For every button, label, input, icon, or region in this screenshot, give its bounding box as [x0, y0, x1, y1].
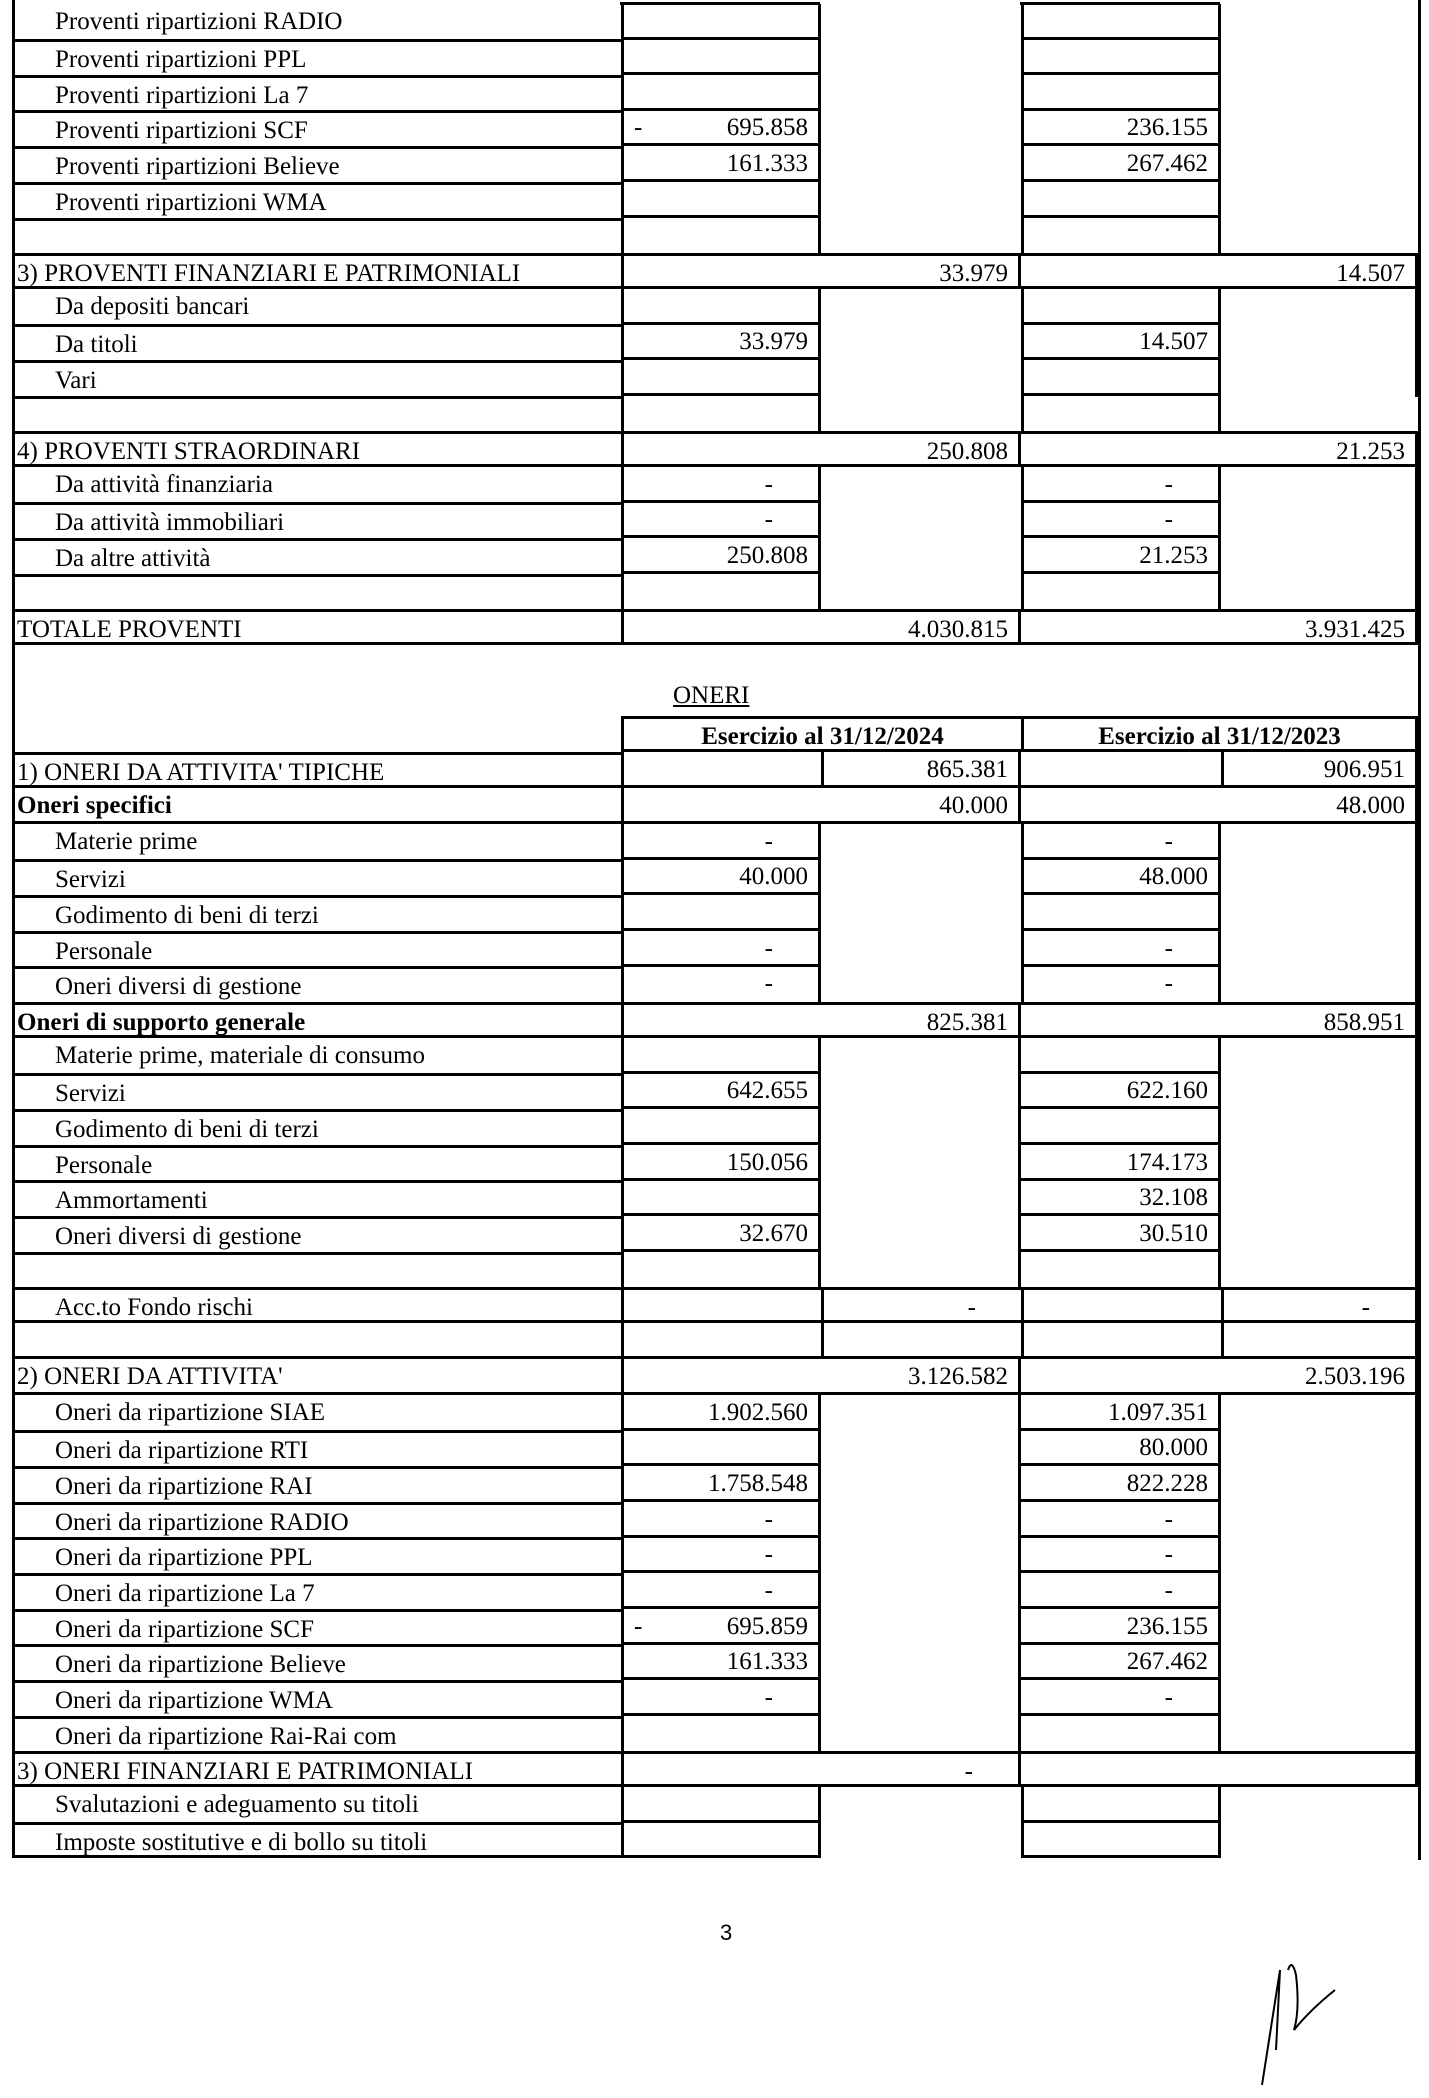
value-2023-detail: - — [1021, 467, 1221, 503]
value-2024-detail: - — [621, 931, 821, 967]
table-row — [0, 895, 1429, 931]
blank-cell — [621, 218, 821, 254]
value-2023-detail: 14.507 — [1021, 324, 1221, 360]
value-2024-detail — [621, 360, 821, 396]
total-2023: 2.503.196 — [1021, 1359, 1418, 1395]
blank-cell — [1221, 1323, 1418, 1359]
value-2024-detail — [621, 895, 821, 931]
value-2024-detail: - 695.859 — [621, 1609, 821, 1645]
row-label: Da attività immobiliari — [12, 502, 621, 538]
table-row — [0, 4, 1429, 40]
total-2024: 3.126.582 — [621, 1359, 1021, 1395]
total-label: TOTALE PROVENTI — [12, 609, 621, 645]
value-2024-detail: - — [621, 467, 821, 503]
value-2024-detail: - — [621, 1573, 821, 1609]
section-label: 3) ONERI FINANZIARI E PATRIMONIALI — [12, 1751, 621, 1787]
value-2023-detail — [1021, 895, 1221, 931]
negative-sign: - — [634, 114, 643, 141]
table-row — [0, 1145, 1429, 1181]
row-label: Oneri da ripartizione SCF — [12, 1609, 621, 1645]
table-row — [0, 1680, 1429, 1716]
row-label: Materie prime, materiale di consumo — [12, 1038, 621, 1074]
row-label: Da depositi bancari — [12, 289, 621, 325]
spacer-row — [0, 1252, 1429, 1288]
row-label: Personale — [12, 931, 621, 967]
value-2024-detail: 33.979 — [621, 324, 821, 360]
value-2023-detail: 30.510 — [1021, 1216, 1221, 1252]
blank-label — [12, 218, 621, 254]
value-2023-detail — [1021, 1716, 1221, 1752]
row-label: Imposte sostitutive e di bollo su titoli — [12, 1822, 621, 1858]
row-label: Oneri da ripartizione SIAE — [12, 1395, 621, 1431]
section-row — [0, 431, 1429, 467]
row-label: Proventi ripartizioni WMA — [12, 182, 621, 218]
blank-cell — [621, 574, 821, 610]
blank-cell — [1021, 1252, 1221, 1288]
section-label: 1) ONERI DA ATTIVITA' TIPICHE — [12, 752, 621, 788]
row-label: Oneri diversi di gestione — [12, 1216, 621, 1252]
table-row — [0, 1716, 1429, 1752]
table-row — [0, 467, 1429, 503]
row-label: Oneri da ripartizione WMA — [12, 1680, 621, 1716]
total-2024: 865.381 — [821, 752, 1021, 788]
subsection-row — [0, 1002, 1429, 1038]
blank-cell — [621, 1323, 821, 1359]
total-2024: 40.000 — [621, 788, 1021, 824]
value-2024-detail: 161.333 — [621, 1644, 821, 1680]
total-2024: 4.030.815 — [621, 609, 1021, 645]
row-label: Da altre attività — [12, 538, 621, 574]
row-label: Godimento di beni di terzi — [12, 895, 621, 931]
value-2023-detail: - — [1021, 1573, 1221, 1609]
total-2023: 21.253 — [1021, 431, 1418, 467]
row-label: Oneri da ripartizione Believe — [12, 1644, 621, 1680]
table-row — [0, 75, 1429, 111]
value-2023-detail: 236.155 — [1021, 110, 1221, 146]
total-2023: 906.951 — [1221, 752, 1418, 788]
value-2024-detail — [621, 289, 821, 325]
value-2024-detail: - — [621, 1502, 821, 1538]
value-2023-detail: - — [1021, 1680, 1221, 1716]
value-2023-detail: 32.108 — [1021, 1180, 1221, 1216]
subsection-row — [0, 788, 1429, 824]
negative-sign: - — [634, 1613, 643, 1640]
value-2023-detail: - — [1021, 502, 1221, 538]
table-row — [0, 1287, 1429, 1323]
value-2023-detail: - — [1021, 1502, 1221, 1538]
total-2023: 48.000 — [1021, 788, 1418, 824]
row-label: Materie prime — [12, 824, 621, 860]
blank-cell — [1021, 752, 1221, 788]
value-2024-detail: 161.333 — [621, 146, 821, 182]
row-label: Godimento di beni di terzi — [12, 1109, 621, 1145]
value-2024-detail: - — [621, 502, 821, 538]
table-row — [0, 824, 1429, 860]
value-2024-detail — [621, 182, 821, 218]
total-2023 — [1021, 1751, 1418, 1787]
row-label: Oneri da ripartizione La 7 — [12, 1573, 621, 1609]
table-row — [0, 1573, 1429, 1609]
row-label: Oneri da ripartizione RADIO — [12, 1502, 621, 1538]
value-2023-detail: 267.462 — [1021, 1644, 1221, 1680]
blank-label — [12, 1323, 621, 1359]
section-row — [0, 752, 1429, 788]
table-row — [0, 966, 1429, 1002]
value-2024-detail: 32.670 — [621, 1216, 821, 1252]
row-label: Servizi — [12, 1073, 621, 1109]
row-label: Ammortamenti — [12, 1180, 621, 1216]
value-2024-detail: 1.902.560 — [621, 1395, 821, 1431]
total-2023: 14.507 — [1021, 253, 1418, 289]
row-label: Oneri da ripartizione Rai-Rai com — [12, 1716, 621, 1752]
table-row — [0, 1430, 1429, 1466]
total-2023: 858.951 — [1021, 1002, 1418, 1038]
spacer-row — [0, 218, 1429, 254]
table-row — [0, 931, 1429, 967]
value-2023-detail — [1021, 182, 1221, 218]
value-2023-detail — [1021, 360, 1221, 396]
value-2024-detail: 1.758.548 — [621, 1466, 821, 1502]
table-row — [0, 1180, 1429, 1216]
blank-label — [12, 1252, 621, 1288]
section-row — [0, 1359, 1429, 1395]
table-row — [0, 110, 1429, 146]
section-label: 3) PROVENTI FINANZIARI E PATRIMONIALI — [12, 253, 621, 289]
blank-cell — [1021, 1323, 1221, 1359]
value-2024-detail: - — [621, 966, 821, 1002]
row-label: Proventi ripartizioni SCF — [12, 110, 621, 146]
table-row — [0, 1502, 1429, 1538]
subsection-label: Oneri di supporto generale — [12, 1002, 621, 1038]
table-row — [0, 1073, 1429, 1109]
section-row — [0, 253, 1429, 289]
value-2023-detail: 622.160 — [1021, 1073, 1221, 1109]
table-row — [0, 1395, 1429, 1431]
value-2024-detail: 250.808 — [621, 538, 821, 574]
row-label: Da attività finanziaria — [12, 467, 621, 503]
blank-label — [12, 574, 621, 610]
value-2023-detail: 822.228 — [1021, 1466, 1221, 1502]
value-2024-detail — [621, 1787, 821, 1823]
blank-cell — [1021, 396, 1221, 432]
table-row — [0, 1216, 1429, 1252]
table-row — [0, 859, 1429, 895]
value-2023-detail — [1021, 1787, 1221, 1823]
total-2024: - — [621, 1751, 1021, 1787]
row-label: Proventi ripartizioni RADIO — [12, 4, 621, 40]
table-row — [0, 1038, 1429, 1074]
table-row — [0, 1609, 1429, 1645]
spacer-row — [0, 396, 1429, 432]
blank-cell — [621, 396, 821, 432]
value-2024-detail — [621, 1109, 821, 1145]
table-row — [0, 1466, 1429, 1502]
value-2023-detail — [1021, 1038, 1221, 1074]
spacer-row — [0, 1323, 1429, 1359]
column-header-2023: Esercizio al 31/12/2023 — [1021, 716, 1418, 752]
section-row — [0, 1751, 1429, 1787]
value-2024-detail — [621, 39, 821, 75]
row-label: Vari — [12, 360, 621, 396]
value-2023-detail — [1021, 289, 1221, 325]
value-2024-total: - — [821, 1287, 1021, 1323]
blank-cell — [1021, 574, 1221, 610]
spacer-row — [0, 574, 1429, 610]
row-label: Proventi ripartizioni Believe — [12, 146, 621, 182]
section-label: 2) ONERI DA ATTIVITA' — [12, 1359, 621, 1395]
value-2023-detail: 48.000 — [1021, 859, 1221, 895]
table-row — [0, 324, 1429, 360]
row-label: Svalutazioni e adeguamento su titoli — [12, 1787, 621, 1823]
total-2024: 33.979 — [621, 253, 1021, 289]
row-label: Servizi — [12, 859, 621, 895]
table-row — [0, 360, 1429, 396]
table-row — [0, 39, 1429, 75]
total-2024: 825.381 — [621, 1002, 1021, 1038]
total-row — [0, 609, 1429, 645]
total-2023: 3.931.425 — [1021, 609, 1418, 645]
value-2023-detail — [1021, 1109, 1221, 1145]
row-label: Oneri da ripartizione RAI — [12, 1466, 621, 1502]
table-row — [0, 538, 1429, 574]
blank-cell — [821, 1323, 1021, 1359]
value-2024-detail: - — [621, 1537, 821, 1573]
row-label: Acc.to Fondo rischi — [12, 1287, 621, 1323]
blank-cell — [621, 1252, 821, 1288]
value-2023-detail: 174.173 — [1021, 1145, 1221, 1181]
total-2024: 250.808 — [621, 431, 1021, 467]
value-2024-detail — [621, 1716, 821, 1752]
value-2023-detail: 80.000 — [1021, 1430, 1221, 1466]
blank-cell — [621, 752, 821, 788]
value-2024-detail: - — [621, 824, 821, 860]
table-row — [0, 146, 1429, 182]
table-row — [0, 182, 1429, 218]
value-2024-detail — [621, 1822, 821, 1858]
value-2024-detail: - 695.858 — [621, 110, 821, 146]
value-2023-detail — [1021, 1822, 1221, 1858]
table-row — [0, 1537, 1429, 1573]
row-label: Oneri diversi di gestione — [12, 966, 621, 1002]
table-row — [0, 289, 1429, 325]
value-2023-detail — [1021, 39, 1221, 75]
value-2023-detail: - — [1021, 1537, 1221, 1573]
subsection-label: Oneri specifici — [12, 788, 621, 824]
row-label: Proventi ripartizioni La 7 — [12, 75, 621, 111]
row-label: Da titoli — [12, 324, 621, 360]
value-2024-detail: 40.000 — [621, 859, 821, 895]
table-row — [0, 1822, 1429, 1858]
value-2023-detail: 1.097.351 — [1021, 1395, 1221, 1431]
value-2024-detail — [621, 75, 821, 111]
row-label: Oneri da ripartizione RTI — [12, 1430, 621, 1466]
value-2024-detail — [621, 1180, 821, 1216]
value-2023-detail: - — [1021, 931, 1221, 967]
value-2023-detail: - — [1021, 824, 1221, 860]
row-label: Proventi ripartizioni PPL — [12, 39, 621, 75]
value-2023-detail: 21.253 — [1021, 538, 1221, 574]
value-2024-detail — [621, 1038, 821, 1074]
value-2023-detail: 236.155 — [1021, 1609, 1221, 1645]
row-label: Personale — [12, 1145, 621, 1181]
section-title-oneri: ONERI — [673, 682, 750, 709]
section-label: 4) PROVENTI STRAORDINARI — [12, 431, 621, 467]
value-2024-detail: 642.655 — [621, 1073, 821, 1109]
signature-icon — [1240, 1930, 1350, 2095]
value-2024-detail: 150.056 — [621, 1145, 821, 1181]
blank-cell — [1021, 1287, 1221, 1323]
value-2023-detail — [1021, 4, 1221, 40]
value-2023-total: - — [1221, 1287, 1418, 1323]
value-2024-detail — [621, 1430, 821, 1466]
row-label: Oneri da ripartizione PPL — [12, 1537, 621, 1573]
table-row — [0, 1787, 1429, 1823]
table-row — [0, 1109, 1429, 1145]
table-row — [0, 502, 1429, 538]
blank-cell — [1021, 218, 1221, 254]
blank-cell — [621, 1287, 821, 1323]
value-2024-detail — [621, 4, 821, 40]
table-row — [0, 1644, 1429, 1680]
column-header-2024: Esercizio al 31/12/2024 — [621, 716, 1021, 752]
value-2023-detail — [1021, 75, 1221, 111]
value-2024-detail: - — [621, 1680, 821, 1716]
blank-label — [12, 396, 621, 432]
page-number: 3 — [720, 1920, 733, 1945]
value-2023-detail: - — [1021, 966, 1221, 1002]
value-2023-detail: 267.462 — [1021, 146, 1221, 182]
